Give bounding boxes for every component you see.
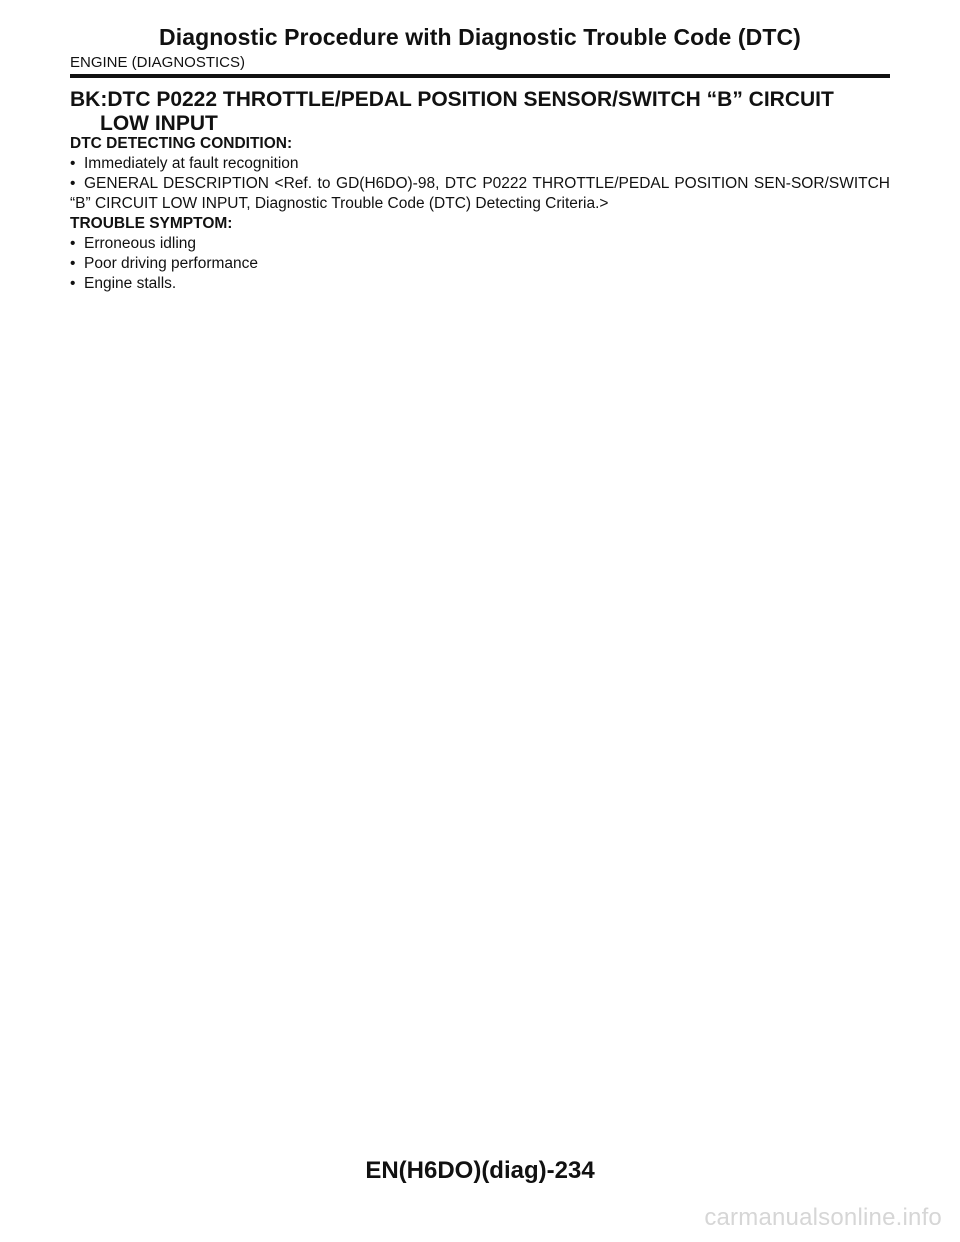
list-item	[70, 254, 890, 274]
list-item-text: Immediately at fault recognition	[84, 155, 299, 172]
bullet-icon: •	[70, 155, 76, 172]
list-item	[70, 274, 890, 294]
dtc-heading	[70, 88, 890, 136]
general-description-reference: GENERAL DESCRIPTION <Ref. to GD(H6DO)-98, DTC P0222 THROTTLE/PEDAL POSITION SEN-SOR/SWITCH “B” CIRCUIT LOW INPUT, Diagnostic Trouble Code (DTC) Detecting Criteria.>	[70, 175, 890, 212]
list-item	[70, 234, 890, 254]
page-number: EN(H6DO)(diag)-234	[365, 1157, 595, 1184]
bullet-icon: •	[70, 275, 76, 292]
trouble-symptom-label: TROUBLE SYMPTOM:	[70, 215, 233, 232]
watermark: carmanualsonline.info	[704, 1204, 942, 1231]
bullet-icon: •	[70, 255, 76, 272]
section-label: ENGINE (DIAGNOSTICS)	[70, 54, 246, 71]
dtc-detecting-condition-label: DTC DETECTING CONDITION:	[70, 135, 293, 152]
bullet-icon: •	[70, 235, 76, 252]
list-item	[70, 174, 890, 214]
dtc-heading-line-2: LOW INPUT	[100, 112, 218, 135]
list-item-text: Poor driving performance	[84, 255, 259, 272]
bullet-icon: •	[70, 175, 76, 192]
list-item	[70, 154, 890, 174]
document-body	[70, 134, 890, 294]
dtc-heading-line-1: BK:DTC P0222 THROTTLE/PEDAL POSITION SENSOR/SWITCH “B” CIRCUIT	[70, 88, 834, 111]
header-divider	[70, 74, 890, 78]
list-item-text: Engine stalls.	[84, 275, 177, 292]
page-title: Diagnostic Procedure with Diagnostic Trouble Code (DTC)	[159, 24, 801, 50]
list-item-text: Erroneous idling	[84, 235, 197, 252]
